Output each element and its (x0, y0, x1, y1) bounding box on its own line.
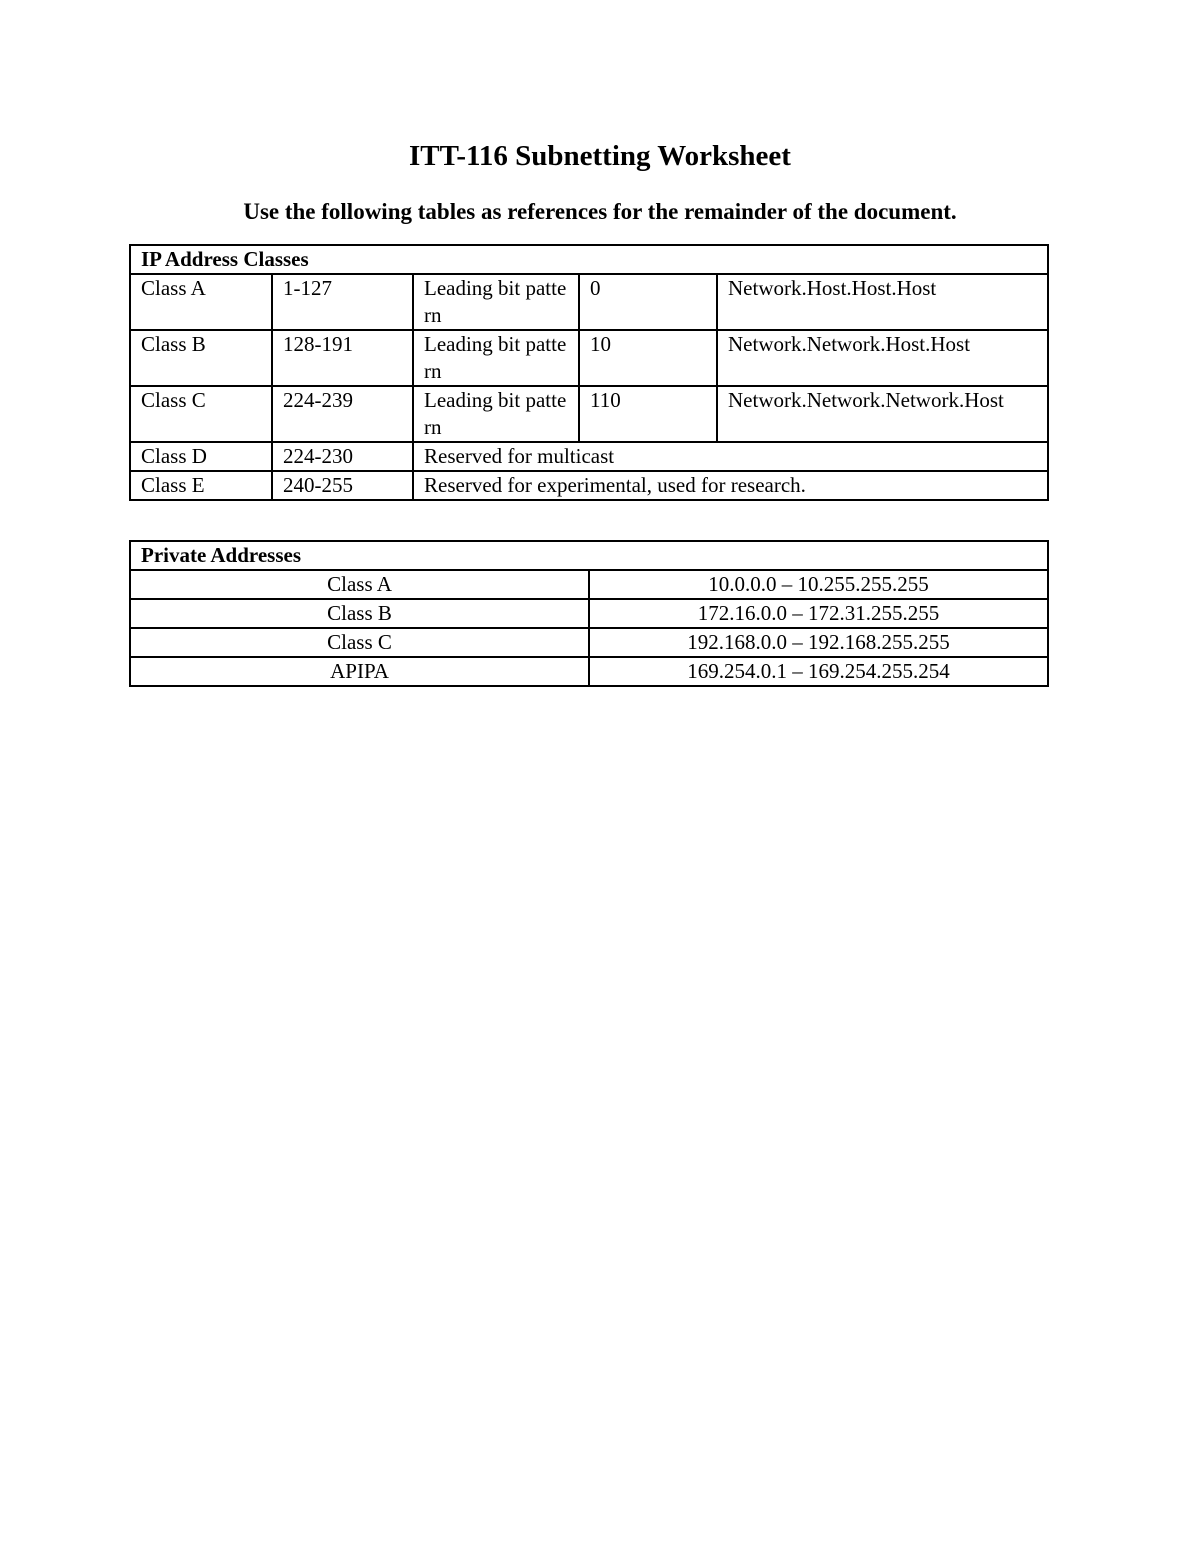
address-class-cell: Class B (130, 599, 589, 628)
table-row (130, 442, 1048, 471)
table-row (130, 330, 1048, 386)
private-addresses-table (129, 540, 1049, 687)
table-row (130, 570, 1048, 599)
table-header-row (130, 245, 1048, 274)
bit-pattern-cell: 0 (579, 274, 717, 330)
address-range-cell: 192.168.0.0 – 192.168.255.255 (589, 628, 1048, 657)
class-name-cell: Class E (130, 471, 272, 500)
table-row (130, 386, 1048, 442)
table-heading: Private Addresses (130, 541, 1048, 570)
class-name-cell: Class B (130, 330, 272, 386)
ip-address-classes-table (129, 244, 1049, 501)
address-range-cell: 169.254.0.1 – 169.254.255.254 (589, 657, 1048, 686)
table-row (130, 471, 1048, 500)
address-range-cell: 10.0.0.0 – 10.255.255.255 (589, 570, 1048, 599)
page-title: ITT-116 Subnetting Worksheet (409, 140, 791, 172)
bit-pattern-cell: 110 (579, 386, 717, 442)
table-heading: IP Address Classes (130, 245, 1048, 274)
class-name-cell: Class C (130, 386, 272, 442)
range-cell: 240-255 (272, 471, 413, 500)
format-cell: Network.Network.Network.Host (717, 386, 1048, 442)
note-cell: Reserved for experimental, used for research. (413, 471, 1048, 500)
label-cell: Leading bit pattern (413, 274, 579, 330)
address-class-cell: Class C (130, 628, 589, 657)
class-name-cell: Class A (130, 274, 272, 330)
format-cell: Network.Host.Host.Host (717, 274, 1048, 330)
range-cell: 224-230 (272, 442, 413, 471)
label-cell: Leading bit pattern (413, 386, 579, 442)
bit-pattern-cell: 10 (579, 330, 717, 386)
range-cell: 128-191 (272, 330, 413, 386)
table-header-row (130, 541, 1048, 570)
address-class-cell: APIPA (130, 657, 589, 686)
note-cell: Reserved for multicast (413, 442, 1048, 471)
format-cell: Network.Network.Host.Host (717, 330, 1048, 386)
table-row (130, 274, 1048, 330)
table-row (130, 628, 1048, 657)
label-cell: Leading bit pattern (413, 330, 579, 386)
range-cell: 1-127 (272, 274, 413, 330)
range-cell: 224-239 (272, 386, 413, 442)
address-range-cell: 172.16.0.0 – 172.31.255.255 (589, 599, 1048, 628)
address-class-cell: Class A (130, 570, 589, 599)
page-subtitle: Use the following tables as references for the remainder of the document. (243, 199, 957, 224)
table-row (130, 599, 1048, 628)
class-name-cell: Class D (130, 442, 272, 471)
table-row (130, 657, 1048, 686)
